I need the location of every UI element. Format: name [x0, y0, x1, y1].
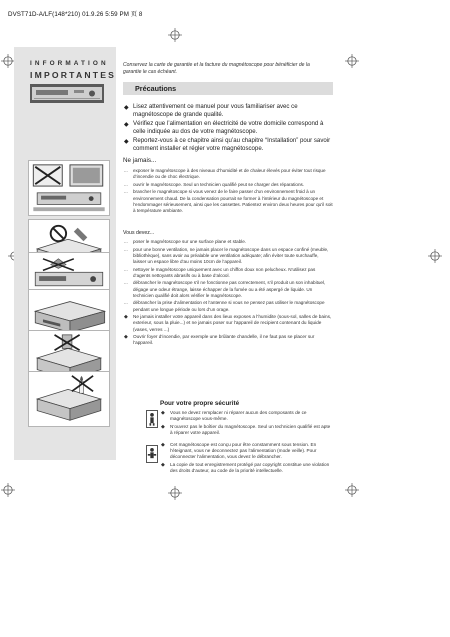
list-item: ... brancher le magnétoscope si vous venez de le faire passer d’un environnement froid à un environnement chaud. De la condensation pourrait se former à l’intérieur du magnétoscope et l’endommager sérieusement, ainsi que les cassettes. Patientez environ deux heures pour qu’il soit à température ambiante. [124, 189, 333, 213]
registration-mark-top-left-icon [1, 54, 15, 68]
main-bullet-list [123, 103, 333, 154]
illustration-candle-fire [28, 371, 110, 427]
vcr-badge-icon [30, 84, 104, 103]
proof-header: DVST71D-A/LF(148*210) 01.9.26 5:59 PM 页 8 [8, 11, 143, 18]
precautions-header-bar [123, 82, 333, 95]
safety-title: Pour votre propre sécurité [160, 400, 240, 407]
ne-jamais-heading: Ne jamais... [123, 157, 157, 164]
list-item: ... pour une bonne ventilation, ne jamais placer le magnétoscope dans un espace confiné (meuble, bibliothèque), sans avoir au préalable une ventilation adéquate; afin éviter toute surchauffe, laisser un espace libre d’au moins 10cm de l’appareil. [124, 246, 329, 264]
list-item: ◆ Vous ne devez remplacer ni réparer aucun des composants de ce magnétoscope vous-même. [161, 410, 307, 422]
safety-list-group1 [160, 410, 332, 437]
list-item: ... débrancher le magnétoscope s’il ne fonctionne pas correctement, s’il produit un son inhabituel, dégage une odeur étrange, laisse échapper de la fumée ou a été aspergé de liquide. Un technicien qualifié doit alors vérifier le magnétoscope. [124, 280, 326, 298]
warning-person-icon [146, 410, 158, 428]
registration-mark-bottom-center-icon [168, 486, 182, 500]
list-item: ◆ Ne jamais installer votre appareil dans des lieux exposes a l’humidite (sous-sol, salles de bains, exterieur, sous la pluie...) et ne jamais poser sur l’appareil de recipient contenant du liquide (vases, verres ...) [124, 314, 332, 332]
diamond-bullet-icon: ◆ [161, 461, 165, 468]
registration-mark-right-icon [428, 249, 442, 263]
registration-mark-bottom-left-icon [1, 483, 15, 497]
diamond-bullet-icon: ◆ [161, 442, 165, 448]
list-item: ◆ Cet magnétoscope est conçu pour être constamment sous tension. En l’éteignant, vous ne deconnectez pas l’alimentation (mode veille). Pour déconnecter l’alimentation, vous devez le débrancher. [161, 442, 317, 460]
diamond-bullet-icon: ◆ [124, 122, 129, 129]
registration-mark-bottom-right-icon [345, 483, 359, 497]
intro-warranty-note: Conservez la carte de garantie et la facture du magnétoscope pour bénéficier de la garantie le cas échéant. [123, 62, 310, 76]
precautions-title: Précautions [135, 84, 177, 93]
illustration-humidity-heat [28, 160, 110, 216]
diamond-bullet-icon: ◆ [124, 314, 128, 321]
list-item: ◆ Reportez-vous à ce chapitre ainsi qu’au chapitre “Installation” pour savoir comment installer et régler votre magnétoscope. [124, 137, 331, 153]
registration-mark-top-center-icon [168, 28, 182, 42]
diamond-bullet-icon: ◆ [161, 423, 165, 430]
list-item: ◆ La copie de tout enregistrement protégé par copyright constitue une violation des droits d’auteur, au code de la priorité intellectuelle. [161, 461, 330, 473]
vous-devez-heading: Vous devez... [123, 230, 155, 236]
ne-jamais-list [123, 168, 333, 216]
list-item: ◆ Lisez attentivement ce manuel pour vous familiariser avec ce magnétoscope de grande qualité. [124, 103, 298, 119]
list-item: ... ouvrir le magnétoscope. Seul un technicien qualifié peut se charger des réparations. [124, 181, 305, 187]
list-item: ◆ N’ouvrez pas le boîtier du magnétoscope. Seul un technicien qualifié est apte à réparer votre appareil. [161, 423, 331, 435]
plug-person-icon [146, 445, 158, 463]
diamond-bullet-icon: ◆ [161, 410, 165, 416]
section-title-line1: INFORMATION [30, 60, 109, 67]
registration-mark-top-right-icon [345, 54, 359, 68]
diamond-bullet-icon: ◆ [124, 139, 129, 146]
list-item: ... nettoyer le magnétoscope uniquement avec un chiffon doux non pelucheux. N’utilisez pas d’agents nettoyants abrasifs ou à base d’alcool. [124, 266, 316, 278]
vous-devez-list [123, 239, 333, 348]
list-item: ... exposer le magnétoscope à des niveaux d’humidité et de chaleur élevés pour éviter tout risque d’incendie ou de choc électrique. [124, 168, 326, 180]
list-item: ◆ Ouvrir foyer d’incendie, par exemple une brûlante chandelle, il ne faut pas se placer sur l’appareil. [124, 334, 315, 346]
list-item: ... débrancher la prise d’alimentation et l’antenne si vous ne pensez pas utiliser le magnétoscope pendant une longue période ou lors d’un orage. [124, 300, 325, 312]
section-title-line2: IMPORTANTES [30, 70, 117, 80]
diamond-bullet-icon: ◆ [124, 105, 129, 111]
safety-list-group2 [160, 442, 332, 475]
list-item: ... poser le magnétoscope sur une surface plane et stable. [124, 239, 247, 244]
list-item: ◆ Vérifiez que l’alimentation en électricité de votre domicile correspond à celle indiquée au dos de votre magnétoscope. [124, 120, 324, 136]
diamond-bullet-icon: ◆ [124, 334, 128, 341]
